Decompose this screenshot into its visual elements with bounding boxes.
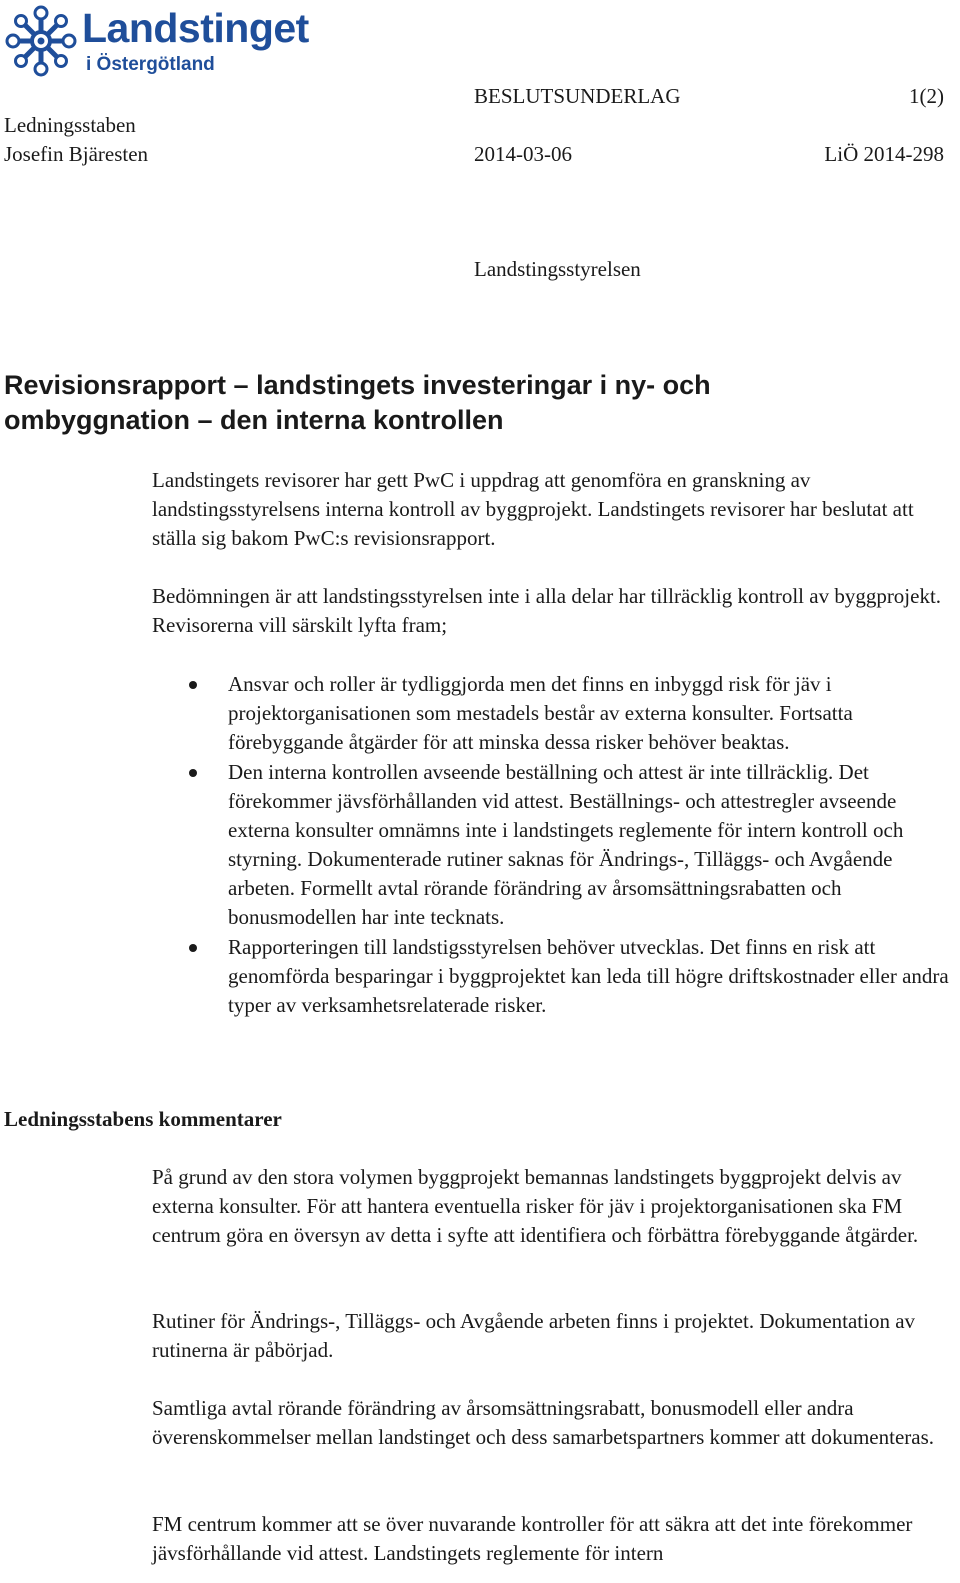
bullet-icon bbox=[189, 681, 197, 689]
snowflake-emblem-icon bbox=[4, 4, 78, 78]
list-item bbox=[152, 758, 952, 932]
intro-paragraph-1: Landstingets revisorer har gett PwC i uppdrag att genomföra en granskning av landstingsstyrelsens interna kontroll av byggprojekt. Landstingets revisorer har beslutat att ställa sig bakom PwC:s revisionsrapport. bbox=[152, 468, 914, 550]
list-item bbox=[152, 933, 952, 1020]
comment-paragraph-4: FM centrum kommer att se över nuvarande kontroller för att säkra att det inte förekommer jävsförhållande vid attest. Landstingets reglemente för intern bbox=[152, 1512, 913, 1565]
findings-list bbox=[152, 670, 952, 1020]
landstinget-logo bbox=[4, 2, 324, 82]
author: Josefin Bjäresten bbox=[4, 142, 149, 166]
title-line-2: ombyggnation – den interna kontrollen bbox=[4, 405, 504, 435]
list-item bbox=[152, 670, 952, 757]
doc-type: BESLUTSUNDERLAG bbox=[474, 84, 681, 108]
comment-paragraph-2: Rutiner för Ändrings-, Tilläggs- och Avgående arbeten finns i projektet. Dokumentation av rutinerna är påbörjad. bbox=[152, 1309, 916, 1362]
reference-number: LiÖ 2014-298 bbox=[824, 142, 944, 166]
bullet-icon bbox=[189, 944, 197, 952]
bullet-icon bbox=[189, 769, 197, 777]
list-item-text: Rapporteringen till landstigsstyrelsen behöver utvecklas. Det finns en risk att genomförda besparingar i byggprojektet kan leda till högre driftskostnader eller andra typer av verksamhetsrelaterade risker. bbox=[228, 935, 949, 1017]
intro-paragraph-2: Bedömningen är att landstingsstyrelsen inte i alla delar har tillräcklig kontroll av byggprojekt. Revisorerna vill särskilt lyfta fram; bbox=[152, 584, 942, 637]
logo-subtitle: i Östergötland bbox=[86, 54, 215, 75]
list-item-text: Ansvar och roller är tydliggjorda men det finns en inbyggd risk för jäv i projektorganisationen som mestadels består av externa konsulter. Fortsatta förebyggande åtgärder för att minska dessa risker behöver beaktas. bbox=[228, 672, 853, 754]
page-number: 1(2) bbox=[909, 84, 944, 108]
logo-name: Landstinget bbox=[82, 5, 309, 51]
document-date: 2014-03-06 bbox=[474, 142, 572, 166]
comment-paragraph-1: På grund av den stora volymen byggprojekt bemannas landstingets byggprojekt delvis av externa konsulter. För att hantera eventuella risker för jäv i projektorganisationen ska FM centrum göra en översyn av detta i syfte att identifiera och förbättra förebyggande åtgärder. bbox=[152, 1165, 919, 1247]
department: Ledningsstaben bbox=[4, 113, 136, 137]
recipient: Landstingsstyrelsen bbox=[474, 257, 641, 281]
list-item-text: Den interna kontrollen avseende beställning och attest är inte tillräcklig. Det förekommer jävsförhållanden vid attest. Beställnings- och attestregler avseende externa konsulter omnämns inte i landstingets reglemente för intern kontroll och styrning. Dokumenterade rutiner saknas för Ändrings-, Tilläggs- och Avgående arbeten. Formellt avtal rörande förändring av årsomsättningsrabatten och bonusmodellen har inte tecknats. bbox=[228, 760, 904, 929]
comments-heading: Ledningsstabens kommentarer bbox=[4, 1107, 282, 1131]
document-title bbox=[4, 368, 711, 438]
comment-paragraph-3: Samtliga avtal rörande förändring av årsomsättningsrabatt, bonusmodell eller andra överenskommelser mellan landstinget och dess samarbetspartners kommer att dokumenteras. bbox=[152, 1396, 935, 1449]
title-line-1: Revisionsrapport – landstingets investeringar i ny- och bbox=[4, 370, 711, 400]
